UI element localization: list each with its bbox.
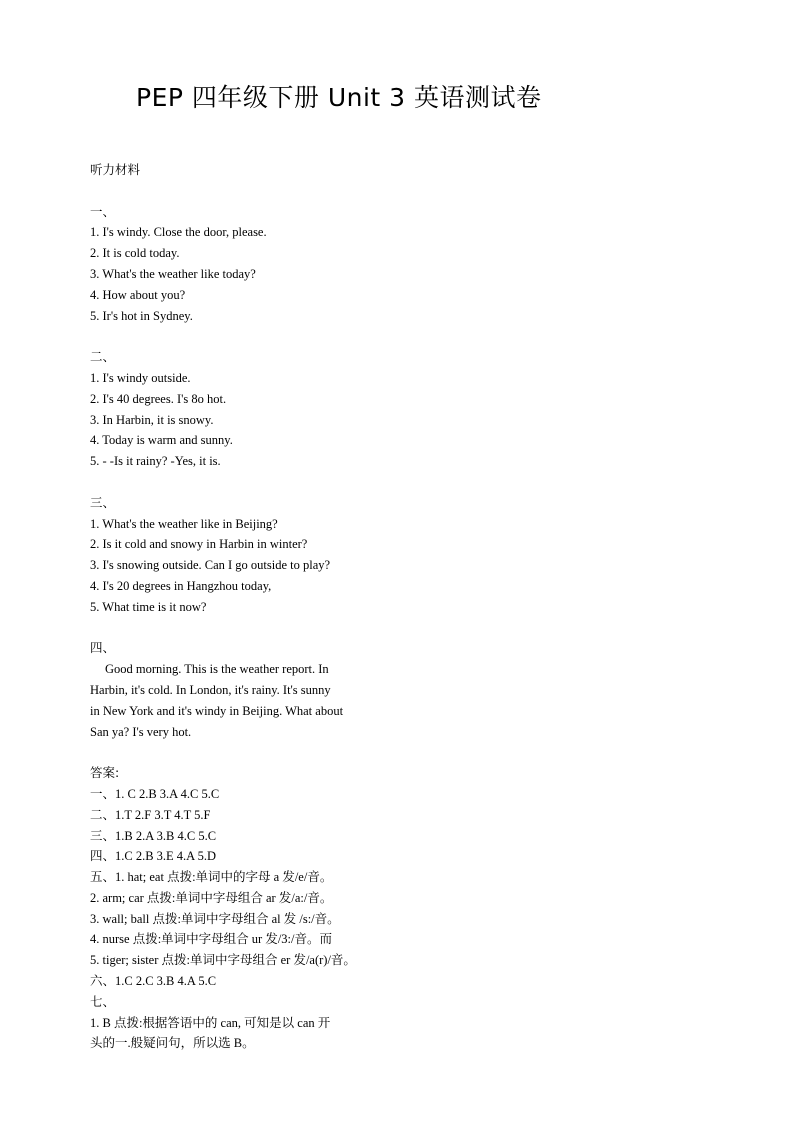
section-3-item: 3. I's snowing outside. Can I go outside to play? <box>90 558 331 573</box>
section-2-item: 2. I's 40 degrees. I's 8o hot. <box>90 391 227 406</box>
section-3-label: 三、 <box>90 494 116 510</box>
section-2-item: 4. Today is warm and sunny. <box>90 433 233 448</box>
answer-line: 2. arm; car 点拨:单词中字母组合 ar 发/a:/音。 <box>90 890 333 905</box>
answer-line: 5. tiger; sister 点拨:单词中字母组合 er 发/a(r)/音。 <box>90 953 356 968</box>
section-2-item: 1. I's windy outside. <box>90 370 191 385</box>
section-2-label: 二、 <box>90 349 116 365</box>
answer-line: 头的一.般疑问句，所以选 B。 <box>90 1036 255 1051</box>
answer-line: 1. B 点拨:根据答语中的 can, 可知是以 can 开 <box>90 1015 331 1030</box>
section-3-item: 1. What's the weather like in Beijing? <box>90 516 278 531</box>
section-1-item: 5. Ir's hot in Sydney. <box>90 308 193 323</box>
section-2-item: 3. In Harbin, it is snowy. <box>90 412 214 427</box>
section-1-item: 2. It is cold today. <box>90 246 180 261</box>
section-1-label: 一、 <box>90 203 116 219</box>
section-4-paragraph-line: San ya? I's very hot. <box>90 724 192 739</box>
page-title: PEP 四年级下册 Unit 3 英语测试卷 <box>136 83 542 112</box>
answer-line: 五、1. hat; eat 点拨:单词中的字母 a 发/e/音。 <box>90 870 333 885</box>
answer-line: 三、1.B 2.A 3.B 4.C 5.C <box>90 828 217 843</box>
spacer <box>90 472 710 493</box>
section-4-label: 四、 <box>90 640 116 656</box>
section-4-paragraph-line: Good morning. This is the weather report. In <box>105 662 329 677</box>
section-1-item: 4. How about you? <box>90 287 186 302</box>
spacer <box>90 326 710 347</box>
answer-line: 二、1.T 2.F 3.T 4.T 5.F <box>90 807 211 822</box>
listening-heading: 听力材料 <box>90 162 141 177</box>
answer-line: 4. nurse 点拨:单词中字母组合 ur 发/3:/音。而 <box>90 932 333 947</box>
document-body <box>90 160 710 1054</box>
spacer <box>90 181 710 202</box>
section-4-paragraph-line: in New York and it's windy in Beijing. What about <box>90 703 344 718</box>
section-4-paragraph-line: Harbin, it's cold. In London, it's rainy. It's sunny <box>90 682 331 697</box>
answer-line: 3. wall; ball 点拨:单词中字母组合 al 发 /s:/音。 <box>90 911 340 926</box>
answer-line: 四、1.C 2.B 3.E 4.A 5.D <box>90 849 217 864</box>
section-1-item: 3. What's the weather like today? <box>90 266 256 281</box>
answer-line: 六、1.C 2.C 3.B 4.A 5.C <box>90 974 217 989</box>
answer-line: 一、1. C 2.B 3.A 4.C 5.C <box>90 786 220 801</box>
section-3-item: 2. Is it cold and snowy in Harbin in winter? <box>90 537 308 552</box>
section-1-item: 1. I's windy. Close the door, please. <box>90 225 267 240</box>
section-2-item: 5. - -Is it rainy? -Yes, it is. <box>90 454 221 469</box>
answer-line: 七、 <box>90 994 116 1009</box>
section-3-item: 5. What time is it now? <box>90 599 207 614</box>
spacer <box>90 742 710 763</box>
answers-heading: 答案: <box>90 765 120 781</box>
spacer <box>90 618 710 639</box>
section-3-item: 4. I's 20 degrees in Hangzhou today, <box>90 578 272 593</box>
